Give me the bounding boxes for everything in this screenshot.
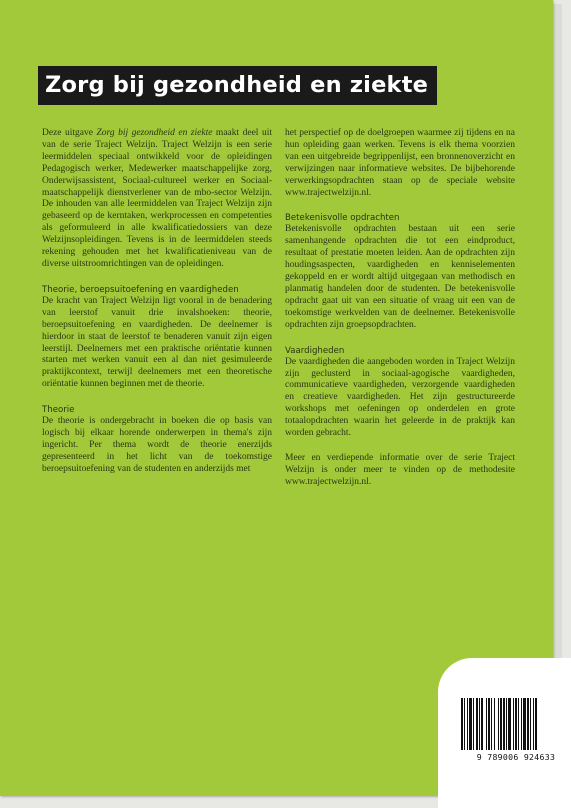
barcode-area (438, 658, 571, 808)
heading-vaardigheden: Vaardigheden (285, 345, 345, 356)
intro-text-start: Deze uitgave (42, 128, 97, 138)
intro-title-emphasis: Zorg bij gezondheid en ziekte (96, 128, 213, 138)
paragraph-theorie-beroepsuitoefening: De kracht van Traject Welzijn ligt vooral in de benadering van leerstof vanuit drie invalshoeken: theorie, beroepsuitoefening en vaardigheden. De deelnemer is hierdoor in staat de leerstof te benaderen vanuit zijn eigen leerstijl. Deelnemers met een praktische oriëntatie kunnen starten met werken vanuit een al dan niet gesimuleerde praktijkcontext, terwijl deelnemers met een theoretische oriëntatie kunnen beginnen met de theorie. (42, 295, 272, 390)
right-column (285, 128, 515, 489)
intro-text-rest: maakt deel uit van de serie Traject Welzijn. Traject Welzijn is een serie leermiddelen speciaal ontwikkeld voor de opleidingen Pedagogisch werker, Medewerker maatschappelijke zorg, Onderwijsassistent, Sociaal-cultureel werker en Sociaal-maatschappelijk dienstverlener van de mbo-sector Welzijn. De inhouden van alle leermiddelen van Traject Welzijn zijn gebaseerd op de kerntaken, werkprocessen en competenties als geformuleerd in alle kwalificatiedossiers van deze Welzijnsopleidingen. Tevens is in de leermiddelen steeds rekening gehouden met het kwalificatieniveau van de diverse uitstroomrichtingen van de opleidingen. (42, 128, 272, 269)
paragraph-betekenisvolle-opdrachten: Betekenisvolle opdrachten bestaan uit een serie samenhangende opdrachten die tot een eindproduct, resultaat of prestatie moeten leiden. Aan de opdrachten zijn houdingsaspecten, vaardigheden en kenniselementen gekoppeld en er wordt altijd uitgegaan van methodisch en planmatig handelen door de studenten. De betekenisvolle opdracht gaat uit van een situatie of vraag uit een van de toekomstige werkvelden van de deelnemer. Betekenisvolle opdrachten zijn groepsopdrachten. (285, 224, 515, 330)
heading-theorie-beroepsuitoefening: Theorie, beroepsuitoefening en vaardigheden (42, 284, 239, 295)
paragraph-vaardigheden: De vaardigheden die aangeboden worden in Traject Welzijn zijn geclusterd in sociaal-agogische vaardigheden, communicatieve vaardigheden, verzorgende vaardigheden en creatieve vaardigheden. Het zijn gestructureerde workshops met oefeningen op onderdelen en grote totaalopdrachten waarin het geleerde in de praktijk kan worden gebracht. (285, 356, 515, 439)
barcode-icon (461, 698, 569, 750)
isbn-number: 9 789006 924633 (476, 752, 556, 762)
intro-paragraph (42, 128, 272, 271)
paragraph-closing: Meer en verdiepende informatie over de serie Traject Welzijn is onder meer te vinden op de methodesite www.trajectwelzijn.nl. (285, 452, 515, 487)
heading-theorie: Theorie (42, 405, 75, 416)
left-column (42, 128, 272, 476)
heading-betekenisvolle-opdrachten: Betekenisvolle opdrachten (285, 213, 400, 224)
book-title: Zorg bij gezondheid en ziekte (38, 66, 437, 105)
paragraph-theorie: De theorie is ondergebracht in boeken die op basis van logisch bij elkaar horende onderwerpen in thema's zijn ingericht. Per thema wordt de theorie enerzijds gepresenteerd in het licht van de toekomstige beroepsuitoefening van de studenten en anderzijds met (42, 416, 272, 474)
barcode-bar (535, 698, 537, 750)
paragraph-continuation: het perspectief op de doelgroepen waarmee zij tijdens en na hun opleiding gaan werken. Tevens is elk thema voorzien van een uitgebreide begrippenlijst, een bronnenoverzicht en verwijzingen naar informatieve websites. De bijbehorende verwerkingsopdrachten staan op de speciale website www.trajectwelzijn.nl. (285, 128, 515, 198)
